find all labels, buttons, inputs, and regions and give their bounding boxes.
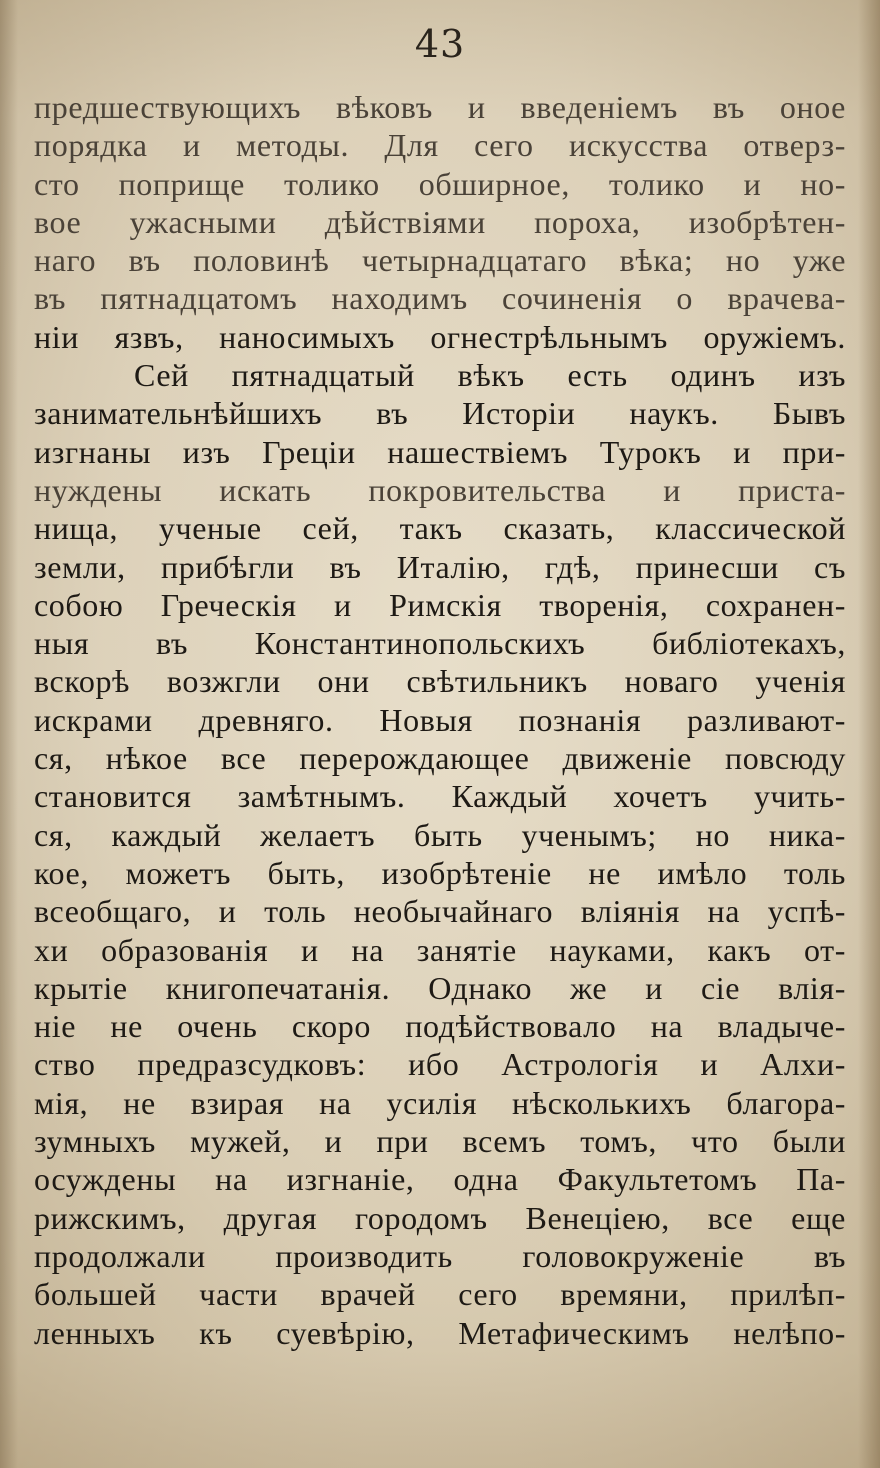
- text-line: изгнаны изъ Греціи нашествіемъ Турокъ и при-: [34, 433, 846, 470]
- text-line: въ пятнадцатомъ находимъ сочиненія о врачева-: [34, 280, 846, 317]
- text-line: наго въ половинѣ четырнадцатаго вѣка; но уже: [34, 242, 846, 279]
- text-line: ство предразсудковъ: ибо Астрологія и Алхи-: [34, 1046, 846, 1083]
- text-line: хи образованія и на занятіе науками, какъ от-: [34, 931, 846, 968]
- text-line: ся, каждый желаетъ быть ученымъ; но ника-: [34, 816, 846, 853]
- text-line: земли, прибѣгли въ Италію, гдѣ, принесши съ: [34, 548, 846, 585]
- text-line: нища, ученые сей, такъ сказать, классической: [34, 510, 846, 547]
- text-line: ніе не очень скоро подѣйствовало на владыче-: [34, 1008, 846, 1045]
- text-line: продолжали производить головокруженіе въ: [34, 1237, 846, 1274]
- text-line: искрами древняго. Новыя познанія разливают-: [34, 701, 846, 738]
- text-line: ленныхъ къ суевѣрію, Метафическимъ нелѣпо-: [34, 1314, 846, 1351]
- text-line: осуждены на изгнаніе, одна Факультетомъ Па-: [34, 1161, 846, 1198]
- text-line: сто поприще толико обширное, толико и но-: [34, 165, 846, 202]
- text-line: рижскимъ, другая городомъ Венеціею, все еще: [34, 1199, 846, 1236]
- text-line: зумныхъ мужей, и при всемъ томъ, что были: [34, 1123, 846, 1160]
- page-number: 43: [414, 22, 466, 66]
- body-text: [34, 88, 846, 1352]
- text-line: большей части врачей сего времяни, прилѣп-: [34, 1276, 846, 1313]
- text-line: крытіе книгопечатанія. Однако же и сіе влія-: [34, 969, 846, 1006]
- text-line: всеобщаго, и толь необычайнаго вліянія на успѣ-: [34, 893, 846, 930]
- text-line: ныя въ Константинопольскихъ библіотекахъ,: [34, 625, 846, 662]
- text-line: кое, можетъ быть, изобрѣтеніе не имѣло толь: [34, 854, 846, 891]
- text-line: ніи язвъ, наносимыхъ огнестрѣльнымъ оружіемъ.: [34, 318, 846, 355]
- text-line: собою Греческія и Римскія творенія, сохранен-: [34, 586, 846, 623]
- text-line: предшествующихъ вѣковъ и введеніемъ въ оное: [34, 89, 846, 125]
- text-line: мія, не взирая на усилія нѣсколькихъ благора-: [34, 1084, 846, 1121]
- text-line: становится замѣтнымъ. Каждый хочетъ учить-: [34, 778, 846, 815]
- text-line: ся, нѣкое все перерождающее движеніе повсюду: [34, 740, 846, 777]
- text-line: вскорѣ возжгли они свѣтильникъ новаго ученія: [34, 663, 846, 700]
- text-line: порядка и методы. Для сего искусства отверз-: [34, 127, 846, 164]
- text-line: вое ужасными дѣйствіями пороха, изобрѣтен-: [34, 203, 846, 240]
- text-line: занимательнѣйшихъ въ Исторіи наукъ. Бывъ: [34, 395, 846, 432]
- paragraph-start-line: Сей пятнадцатый вѣкъ есть одинъ изъ: [134, 357, 846, 394]
- text-line: нуждены искать покровительства и приста-: [34, 471, 846, 508]
